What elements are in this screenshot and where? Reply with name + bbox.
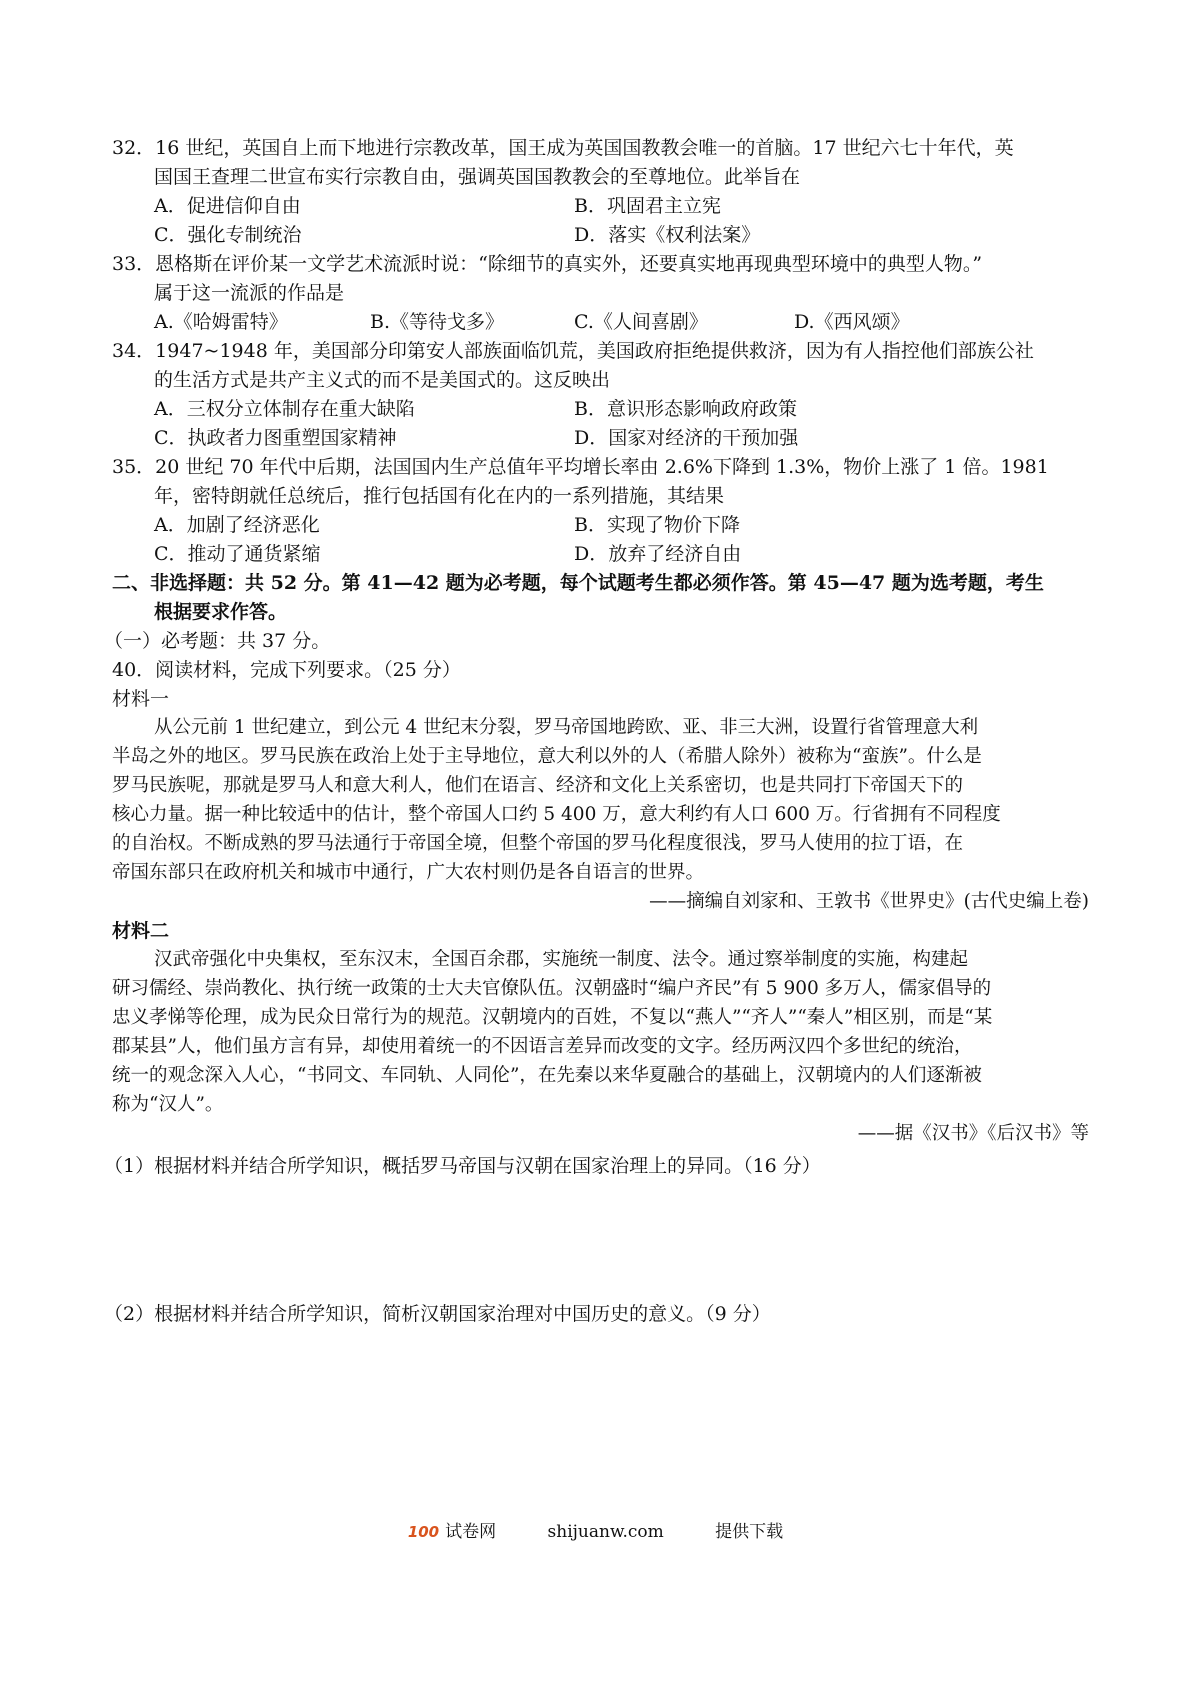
q34-option-c: C．执政者力图重塑国家精神 — [154, 427, 397, 449]
section2-heading-line2: 根据要求作答。 — [154, 601, 288, 623]
q33-option-a: A.《哈姆雷特》 — [154, 311, 288, 333]
q32-option-c: C．强化专制统治 — [154, 224, 302, 246]
material1-source: ——摘编自刘家和、王敦书《世界史》(古代史编上卷) — [649, 891, 1089, 912]
material1-line: 从公元前 1 世纪建立，到公元 4 世纪末分裂，罗马帝国地跨欧、亚、非三大洲，设置行省管理意大利 — [154, 717, 979, 738]
material1-line: 半岛之外的地区。罗马民族在政治上处于主导地位，意大利以外的人（希腊人除外）被称为“蛮族”。什么是 — [112, 746, 982, 767]
material1-line: 的自治权。不断成熟的罗马法通行于帝国全境，但整个帝国的罗马化程度很浅，罗马人使用的拉丁语，在 — [112, 833, 964, 854]
q34-stem-line2: 的生活方式是共产主义式的而不是美国式的。这反映出 — [154, 369, 611, 391]
site-name: 试卷网 — [445, 1522, 497, 1542]
q32-option-a: A．促进信仰自由 — [154, 195, 301, 217]
site-logo: 100 — [407, 1523, 440, 1541]
q35-option-c: C．推动了通货紧缩 — [154, 543, 321, 565]
q35-option-b: B．实现了物价下降 — [574, 514, 740, 536]
q35-option-d: D．放弃了经济自由 — [574, 543, 742, 565]
q32-stem-line2: 国国王查理二世宣布实行宗教自由，强调英国国教教会的至尊地位。此举旨在 — [154, 166, 801, 188]
q33-stem-line1: 33．恩格斯在评价某一文学艺术流派时说：“除细节的真实外，还要真实地再现典型环境中的典型人物。” — [112, 253, 983, 275]
q35-option-a: A．加剧了经济恶化 — [154, 514, 320, 536]
sub-question-1: （1）根据材料并结合所学知识，概括罗马帝国与汉朝在国家治理上的异同。（16 分） — [104, 1155, 821, 1177]
required-section-label: （一）必考题：共 37 分。 — [104, 630, 331, 652]
q32-stem-line1: 32．16 世纪，英国自上而下地进行宗教改革，国王成为英国国教教会唯一的首脑。17 世纪六七十年代，英 — [112, 137, 1014, 159]
download-label: 提供下载 — [715, 1522, 784, 1542]
q32-option-d: D．落实《权利法案》 — [574, 224, 761, 246]
q40-stem: 40．阅读材料，完成下列要求。（25 分） — [112, 659, 461, 681]
q34-option-d: D．国家对经济的干预加强 — [574, 427, 799, 449]
material2-line: 忠义孝悌等伦理，成为民众日常行为的规范。汉朝境内的百姓，不复以“燕人”“齐人”“秦人”相区别，而是“某 — [112, 1007, 993, 1028]
material1-line: 帝国东部只在政府机关和城市中通行，广大农村则仍是各自语言的世界。 — [112, 862, 705, 883]
material2-line: 称为“汉人”。 — [112, 1094, 224, 1115]
q33-option-d: D.《西风颂》 — [794, 311, 910, 333]
q33-option-c: C.《人间喜剧》 — [574, 311, 708, 333]
site-domain-link[interactable]: shijuanw.com — [547, 1522, 664, 1542]
material2-source: ——据《汉书》《后汉书》等 — [857, 1123, 1089, 1144]
q32-option-b: B．巩固君主立宪 — [574, 195, 721, 217]
q35-stem-line2: 年，密特朗就任总统后，推行包括国有化在内的一系列措施，其结果 — [154, 485, 725, 507]
q34-option-a: A．三权分立体制存在重大缺陷 — [154, 398, 415, 420]
material2-heading: 材料二 — [112, 920, 170, 942]
q34-option-b: B．意识形态影响政府政策 — [574, 398, 797, 420]
section2-heading-line1: 二、非选择题：共 52 分。第 41—42 题为必考题，每个试题考生都必须作答。第 45—47 题为选考题，考生 — [112, 572, 1044, 594]
material2-line: 汉武帝强化中央集权，至东汉末，全国百余郡，实施统一制度、法令。通过察举制度的实施，构建起 — [154, 949, 969, 970]
material1-line: 罗马民族呢，那就是罗马人和意大利人，他们在语言、经济和文化上关系密切，也是共同打下帝国天下的 — [112, 775, 964, 796]
sub-question-2: （2）根据材料并结合所学知识，简析汉朝国家治理对中国历史的意义。（9 分） — [104, 1303, 771, 1325]
q33-option-b: B.《等待戈多》 — [370, 311, 505, 333]
q33-stem-line2: 属于这一流派的作品是 — [154, 282, 345, 304]
material2-line: 郡某县”人，他们虽方言有异，却使用着统一的不因语言差异而改变的文字。经历两汉四个多世纪的统治， — [112, 1036, 973, 1057]
material1-heading: 材料一 — [112, 688, 170, 710]
material1-line: 核心力量。据一种比较适中的估计，整个帝国人口约 5 400 万，意大利约有人口 600 万。行省拥有不同程度 — [112, 804, 1001, 825]
q35-stem-line1: 35．20 世纪 70 年代中后期，法国国内生产总值年平均增长率由 2.6%下降到 1.3%，物价上涨了 1 倍。1981 — [112, 456, 1049, 478]
page-footer — [0, 1518, 1191, 1546]
material2-line: 研习儒经、崇尚教化、执行统一政策的士大夫官僚队伍。汉朝盛时“编户齐民”有 5 900 多万人，儒家倡导的 — [112, 978, 992, 999]
q34-stem-line1: 34．1947~1948 年，美国部分印第安人部族面临饥荒，美国政府拒绝提供救济，因为有人指控他们部族公社 — [112, 340, 1034, 362]
material2-line: 统一的观念深入人心，“书同文、车同轨、人同伦”，在先秦以来华夏融合的基础上，汉朝境内的人们逐渐被 — [112, 1065, 982, 1086]
